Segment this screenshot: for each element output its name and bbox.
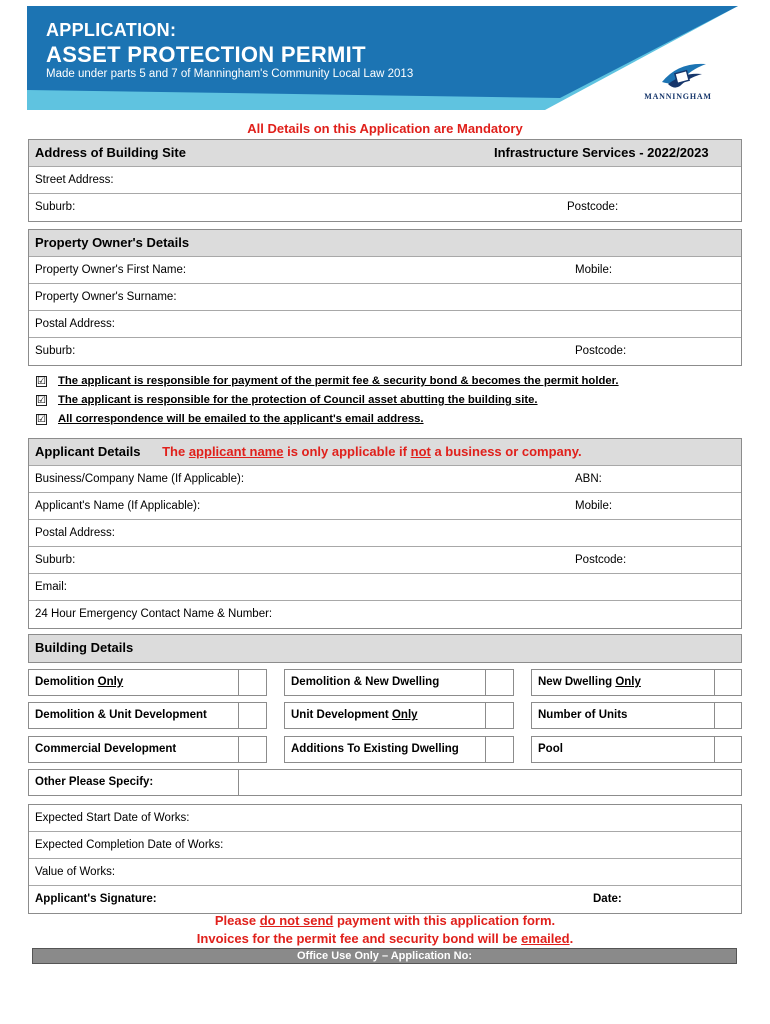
- emergency-contact-label: 24 Hour Emergency Contact Name & Number:: [35, 608, 273, 620]
- option-label: Number of Units: [538, 709, 628, 721]
- owner-postal-field[interactable]: [29, 311, 741, 338]
- applicant-note-part: applicant name: [188, 444, 284, 459]
- option-label: New Dwelling: [538, 676, 616, 688]
- option-label-underline: Only: [97, 676, 124, 688]
- other-specify-input[interactable]: [238, 769, 742, 796]
- mandatory-notice: All Details on this Application are Mandatory: [247, 121, 523, 136]
- owner-section: [28, 229, 742, 366]
- owner-suburb-field[interactable]: [29, 338, 741, 365]
- owner-suburb-label: Suburb:: [35, 345, 76, 357]
- applicant-name-field[interactable]: [29, 493, 741, 520]
- additions-existing-dwelling-checkbox[interactable]: [485, 736, 514, 763]
- completion-date-field[interactable]: [29, 832, 741, 859]
- owner-mobile-label[interactable]: Mobile:: [575, 264, 613, 276]
- applicant-note-part: a business or company.: [430, 444, 582, 459]
- option-label: Demolition: [35, 676, 98, 688]
- banner-title: ASSET PROTECTION PERMIT: [46, 42, 366, 67]
- option-new-dwelling-only: [531, 669, 715, 696]
- works-section: [28, 804, 742, 914]
- checkbox-checked-icon[interactable]: ☑: [37, 376, 46, 387]
- demolition-new-dwelling-checkbox[interactable]: [485, 669, 514, 696]
- banner-application-label: APPLICATION:: [46, 20, 177, 40]
- applicant-section-title: Applicant Details: [35, 444, 141, 459]
- invoice-note-part: .: [569, 931, 574, 946]
- demolition-only-checkbox[interactable]: [238, 669, 267, 696]
- applicant-section: [28, 438, 742, 629]
- abn-label[interactable]: ABN:: [575, 473, 602, 485]
- new-dwelling-only-checkbox[interactable]: [714, 669, 742, 696]
- option-label: Demolition & New Dwelling: [291, 676, 440, 688]
- applicant-name-label: Applicant's Name (If Applicable):: [35, 500, 201, 512]
- site-postcode-label[interactable]: Postcode:: [567, 201, 619, 213]
- business-name-label: Business/Company Name (If Applicable):: [35, 473, 245, 485]
- unit-development-only-checkbox[interactable]: [485, 702, 514, 729]
- option-label: Pool: [538, 743, 563, 755]
- acknowledgements: [36, 372, 736, 429]
- owner-surname-field[interactable]: [29, 284, 741, 311]
- address-section-title: Address of Building Site: [35, 145, 186, 160]
- acknowledgement-item: [36, 410, 736, 429]
- option-demolition-unit-development: [28, 702, 239, 729]
- acknowledgement-item: [36, 391, 736, 410]
- demolition-unit-development-checkbox[interactable]: [238, 702, 267, 729]
- office-use-bar: Office Use Only – Application No:: [32, 948, 737, 964]
- option-commercial-development: [28, 736, 239, 763]
- emergency-contact-field[interactable]: [29, 601, 741, 628]
- invoice-note: [0, 931, 770, 946]
- applicant-suburb-field[interactable]: [29, 547, 741, 574]
- commercial-development-checkbox[interactable]: [238, 736, 267, 763]
- applicant-email-label: Email:: [35, 581, 67, 593]
- applicant-section-header: [29, 439, 741, 466]
- applicant-postal-field[interactable]: [29, 520, 741, 547]
- signature-field[interactable]: [29, 886, 741, 913]
- street-address-label: Street Address:: [35, 174, 114, 186]
- signature-label: Applicant's Signature:: [35, 893, 157, 905]
- option-label: Commercial Development: [35, 743, 177, 755]
- option-demolition-new-dwelling: [284, 669, 486, 696]
- applicant-note-part: is only applicable if: [283, 444, 411, 459]
- date-label[interactable]: Date:: [593, 893, 622, 905]
- banner-subtitle: Made under parts 5 and 7 of Manningham's Community Local Law 2013: [46, 68, 414, 80]
- business-name-field[interactable]: [29, 466, 741, 493]
- building-section-title: Building Details: [35, 640, 134, 655]
- building-section-header: [29, 635, 741, 662]
- option-label: Additions To Existing Dwelling: [291, 743, 459, 755]
- payment-note-part: do not send: [259, 913, 334, 928]
- checkbox-checked-icon[interactable]: ☑: [37, 414, 46, 425]
- infrastructure-services-label: Infrastructure Services - 2022/2023: [494, 145, 709, 160]
- value-of-works-label: Value of Works:: [35, 866, 116, 878]
- pool-checkbox[interactable]: [714, 736, 742, 763]
- applicant-suburb-label: Suburb:: [35, 554, 76, 566]
- acknowledgement-item: [36, 372, 736, 391]
- applicant-mobile-label[interactable]: Mobile:: [575, 500, 613, 512]
- payment-note-part: payment with this application form.: [333, 913, 556, 928]
- checkbox-checked-icon[interactable]: ☑: [37, 395, 46, 406]
- option-number-of-units: [531, 702, 715, 729]
- building-section: [28, 634, 742, 663]
- option-demolition-only: [28, 669, 239, 696]
- start-date-field[interactable]: [29, 805, 741, 832]
- option-additions-existing-dwelling: [284, 736, 486, 763]
- applicant-postal-label: Postal Address:: [35, 527, 115, 539]
- logo-mark-icon: [632, 58, 724, 92]
- option-label-underline: Only: [391, 709, 418, 721]
- start-date-label: Expected Start Date of Works:: [35, 812, 190, 824]
- option-label: Unit Development: [291, 709, 392, 721]
- logo-text: MANNINGHAM: [644, 92, 712, 101]
- owner-postcode-label[interactable]: Postcode:: [575, 345, 627, 357]
- option-other-specify: [28, 769, 239, 796]
- option-label: Demolition & Unit Development: [35, 709, 207, 721]
- manningham-logo: [632, 58, 724, 106]
- applicant-note-part: not: [410, 444, 431, 459]
- option-pool: [531, 736, 715, 763]
- site-suburb-field[interactable]: [29, 194, 741, 221]
- applicant-email-field[interactable]: [29, 574, 741, 601]
- site-suburb-label: Suburb:: [35, 201, 76, 213]
- payment-note-part: Please: [214, 913, 260, 928]
- option-label-underline: Only: [615, 676, 641, 688]
- payment-note: [0, 913, 770, 928]
- applicant-note-part: The: [162, 444, 189, 459]
- owner-first-name-field[interactable]: [29, 257, 741, 284]
- owner-surname-label: Property Owner's Surname:: [35, 291, 177, 303]
- applicant-note: [162, 444, 582, 459]
- address-section: [28, 139, 742, 222]
- header-banner: [0, 0, 770, 118]
- acknowledgement-text: The applicant is responsible for payment of the permit fee & security bond & becomes the permit holder.: [58, 375, 619, 387]
- acknowledgement-text: All correspondence will be emailed to the applicant's email address.: [58, 413, 424, 425]
- owner-postal-label: Postal Address:: [35, 318, 115, 330]
- owner-section-header: [29, 230, 741, 257]
- number-of-units-input[interactable]: [714, 702, 742, 729]
- value-of-works-field[interactable]: [29, 859, 741, 886]
- address-section-header: [29, 140, 741, 167]
- invoice-note-part: emailed: [521, 931, 570, 946]
- option-unit-development-only: [284, 702, 486, 729]
- invoice-note-part: Invoices for the permit fee and security bond will be: [196, 931, 522, 946]
- owner-section-title: Property Owner's Details: [35, 235, 190, 250]
- owner-first-name-label: Property Owner's First Name:: [35, 264, 187, 276]
- street-address-field[interactable]: [29, 167, 741, 194]
- completion-date-label: Expected Completion Date of Works:: [35, 839, 224, 851]
- other-specify-label: Other Please Specify:: [35, 776, 154, 788]
- applicant-postcode-label[interactable]: Postcode:: [575, 554, 627, 566]
- acknowledgement-text: The applicant is responsible for the protection of Council asset abutting the building site.: [58, 394, 538, 406]
